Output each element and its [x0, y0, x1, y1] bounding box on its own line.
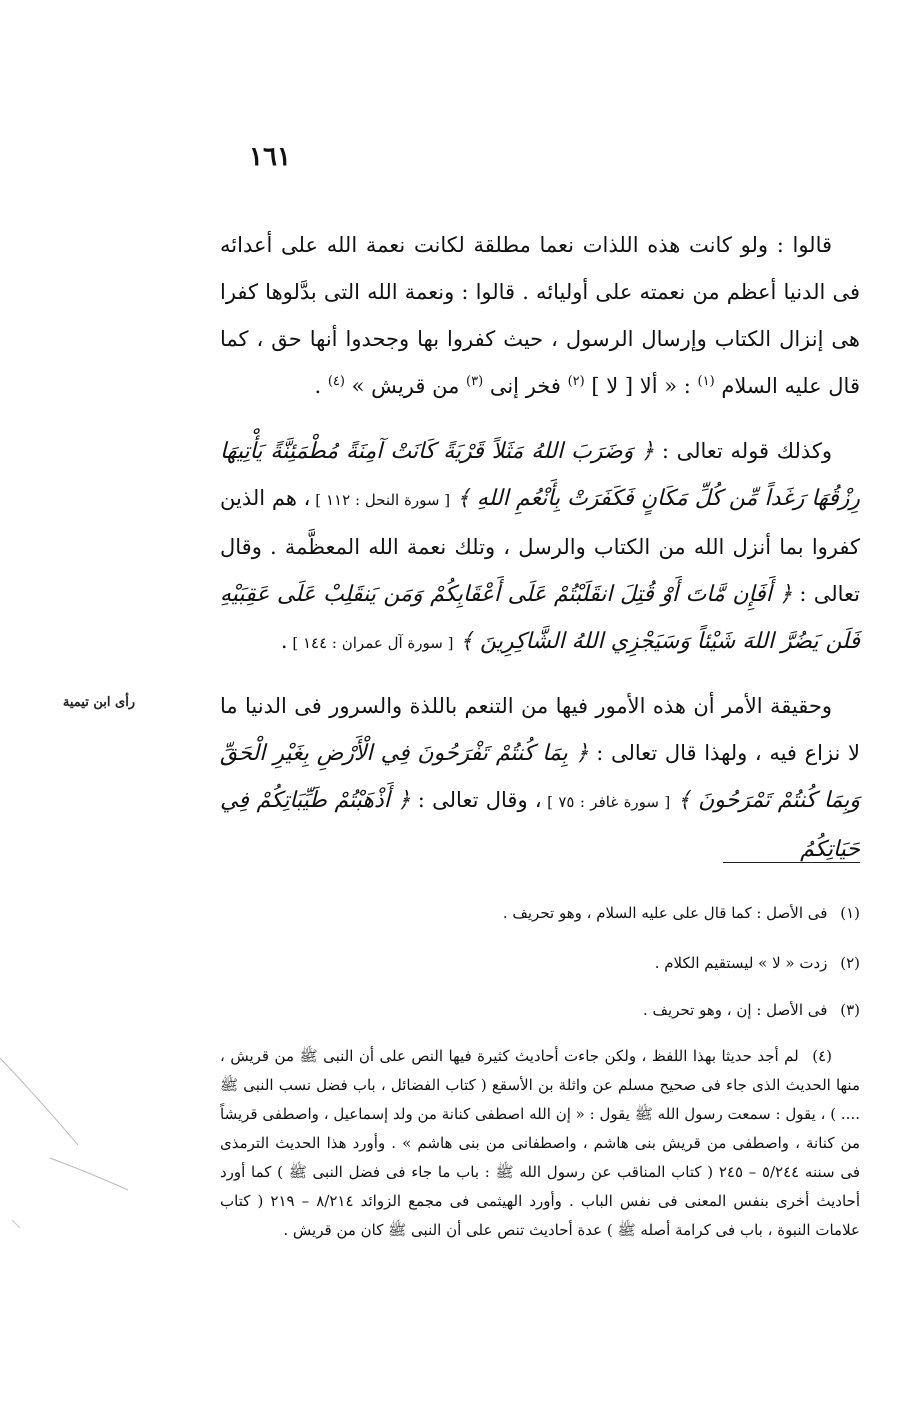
- hadith-quote-end: من قريش »: [344, 374, 460, 398]
- para3-intro: وحقيقة الأمر أن هذه الأمور فيها من التنعم باللذة والسرور فى الدنيا ما لا نزاع فيه ، ولهذا قال تعالى :: [220, 694, 861, 765]
- paragraph-2: [220, 428, 860, 667]
- footnote-number: (٣): [840, 1001, 860, 1019]
- margin-note: رأى ابن تيمية: [62, 695, 136, 710]
- verse-reference-imran: [ سورة آل عمران : ١٤٤ ]: [287, 634, 454, 652]
- footnote-divider: [723, 862, 860, 863]
- footnote-mark-3: (٣): [466, 374, 484, 389]
- para2-intro: وكذلك قوله تعالى :: [654, 439, 833, 463]
- footnote-text: زدت « لا » ليستقيم الكلام .: [654, 954, 828, 972]
- para2-end: .: [280, 629, 288, 653]
- quran-verse-imran: ﴿ أَفَإِن مَّاتَ أَوْ قُتِلَ انقَلَبْتُمْ عَلَى أَعْقَابِكُمْ وَمَن يَنقَلِبْ عَلَى عَقِبَيْهِ فَلَن يَضُرَّ اللهَ شَيْئاً وَسَيَجْزِي اللهُ الشَّاكِرِينَ ﴾: [220, 582, 860, 654]
- footnote-mark-4: (٤): [327, 374, 345, 389]
- page-number: ١٦١: [249, 142, 291, 172]
- paragraph-3: [220, 683, 860, 873]
- quran-verse-nahl: ﴿ وَضَرَبَ اللهُ مَثَلاً قَرْيَةً كَانَتْ آمِنَةً مُطْمَئِنَّةً يَأْتِيهَا رِزْقُهَا رَغَداً مِّن كُلِّ مَكَانٍ فَكَفَرَتْ بِأَنْعُمِ اللهِ ﴾: [220, 439, 860, 511]
- footnote-2: [220, 950, 860, 976]
- quran-verse-ghafir: ﴿ بِمَا كُنتُمْ تَفْرَحُونَ فِي الْأَرْضِ بِغَيْرِ الْحَقِّ وَبِمَا كُنتُمْ تَمْرَحُونَ ﴾: [220, 741, 860, 813]
- footnote-mark-1: (١): [697, 374, 715, 389]
- hadith-quote-open: : « ألا [ لا ]: [584, 374, 691, 398]
- footnote-text: فى الأصل : كما قال على عليه السلام ، وهو تحريف .: [502, 904, 828, 922]
- footnote-1: [220, 900, 860, 926]
- para2-middle: ، هم الذين كفروا بما أنزل الله من الكتاب والرسل ، وتلك نعمة الله المعظَّمة . وقال تعالى :: [220, 486, 860, 606]
- verse-reference-ghafir: [ سورة غافر : ٧٥ ]: [541, 793, 671, 811]
- quran-verse-ahqaf: ﴿ أَذْهَبْتُمْ طَيِّبَاتِكُمْ فِي حَيَاتِكُمُ: [220, 788, 860, 862]
- verse-reference-nahl: [ سورة النحل : ١١٢ ]: [310, 491, 451, 509]
- para1-text: قالوا : ولو كانت هذه اللذات نعما مطلقة لكانت نعمة الله على أعدائه فى الدنيا أعظم من نعمته على أوليائه . قالوا : ونعمة الله التى بدَّلوها كفرا هى إنزال الكتاب وإرسال الرسول ، حيث كفروا بها وجحدوا أنها حق ، كما قال عليه السلام: [220, 233, 860, 398]
- hadith-quote-mid: فخر إنى: [483, 374, 561, 398]
- footnote-mark-2: (٢): [567, 374, 585, 389]
- para1-end: .: [314, 374, 322, 398]
- footnote-text: لم أجد حديثا بهذا اللفظ ، ولكن جاءت أحاديث كثيرة فيها النص على أن النبى ﷺ من قريش ، منها الحديث الذى جاء فى صحيح مسلم عن واثلة بن الأسقع ( كتاب الفضائل ، باب فضل نسب النبى ﷺ .... ) ، يقول : سمعت رسول الله ﷺ يقول : « إن الله اصطفى كنانة من ولد إسماعيل ، واصطفى قريشاً من كنانة ، واصطفى من قريش بنى هاشم ، واصطفانى من بنى هاشم » . وأورد هذا الحديث الترمذى فى سننه ٥/٢٤٤ – ٢٤٥ ( كتاب المناقب عن رسول الله ﷺ : باب ما جاء فى فضل النبى ﷺ ) كما أورد أحاديث أخرى بنفس المعنى فى نفس الباب . وأورد الهيثمى فى مجمع الزوائد ٨/٢١٤ – ٢١٩ ( كتاب علامات النبوة ، باب فى كرامة أصله ﷺ ) عدة أحاديث تنص على أن النبى ﷺ كان من قريش .: [220, 1047, 860, 1239]
- footnote-number: (٤): [812, 1047, 832, 1065]
- footnote-3: [220, 997, 860, 1023]
- scan-artifact-lines: [0, 1040, 130, 1230]
- paragraph-1: [220, 222, 860, 410]
- footnote-text: فى الأصل : إن ، وهو تحريف .: [642, 1001, 828, 1019]
- footnote-number: (٢): [840, 954, 860, 972]
- para3-middle: ، وقال تعالى :: [410, 788, 542, 812]
- footnote-4: [220, 1042, 860, 1245]
- footnote-number: (١): [840, 904, 860, 922]
